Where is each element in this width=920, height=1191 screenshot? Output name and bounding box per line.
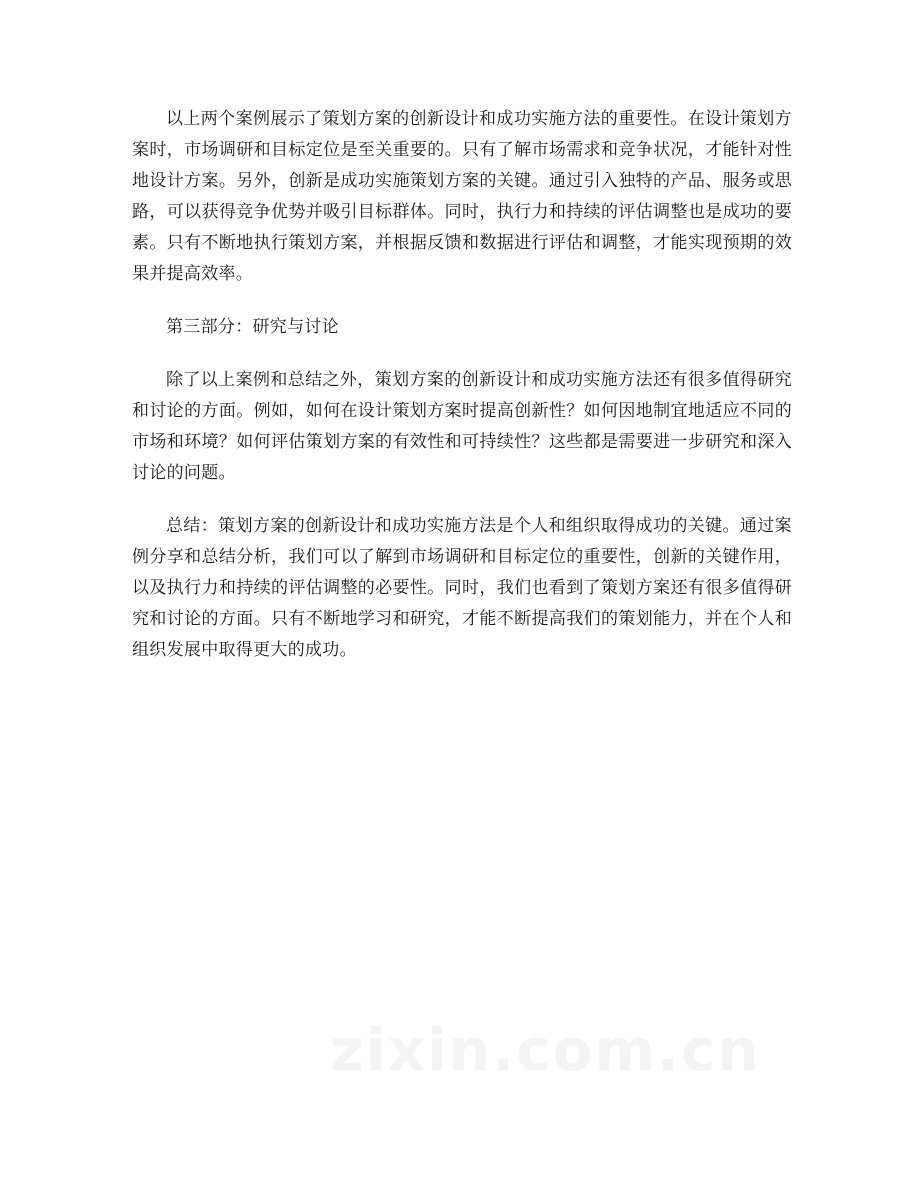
- section-heading: 第三部分：研究与讨论: [166, 317, 339, 337]
- watermark: [330, 1015, 660, 1085]
- document-page: [132, 104, 792, 666]
- paragraph-case-summary: 以上两个案例展示了策划方案的创新设计和成功实施方法的重要性。在设计策划方案时，市场调研和目标定位是至关重要的。只有了解市场需求和竞争状况，才能针对性地设计方案。另外，创新是成功实施策划方案的关键。通过引入独特的产品、服务或思路，可以获得竞争优势并吸引目标群体。同时，执行力和持续的评估调整也是成功的要素。只有不断地执行策划方案，并根据反馈和数据进行评估和调整，才能实现预期的效果并提高效率。: [132, 109, 792, 284]
- paragraph-research-discussion: 除了以上案例和总结之外，策划方案的创新设计和成功实施方法还有很多值得研究和讨论的方面。例如，如何在设计策划方案时提高创新性？如何因地制宜地适应不同的市场和环境？如何评估策划方案的有效性和可持续性？这些都是需要进一步研究和深入讨论的问题。: [132, 370, 792, 483]
- paragraph-conclusion: 总结：策划方案的创新设计和成功实施方法是个人和组织取得成功的关键。通过案例分享和总结分析，我们可以了解到市场调研和目标定位的重要性，创新的关键作用，以及执行力和持续的评估调整的必要性。同时，我们也看到了策划方案还有很多值得研究和讨论的方面。只有不断地学习和研究，才能不断提高我们的策划能力，并在个人和组织发展中取得更大的成功。: [132, 516, 792, 660]
